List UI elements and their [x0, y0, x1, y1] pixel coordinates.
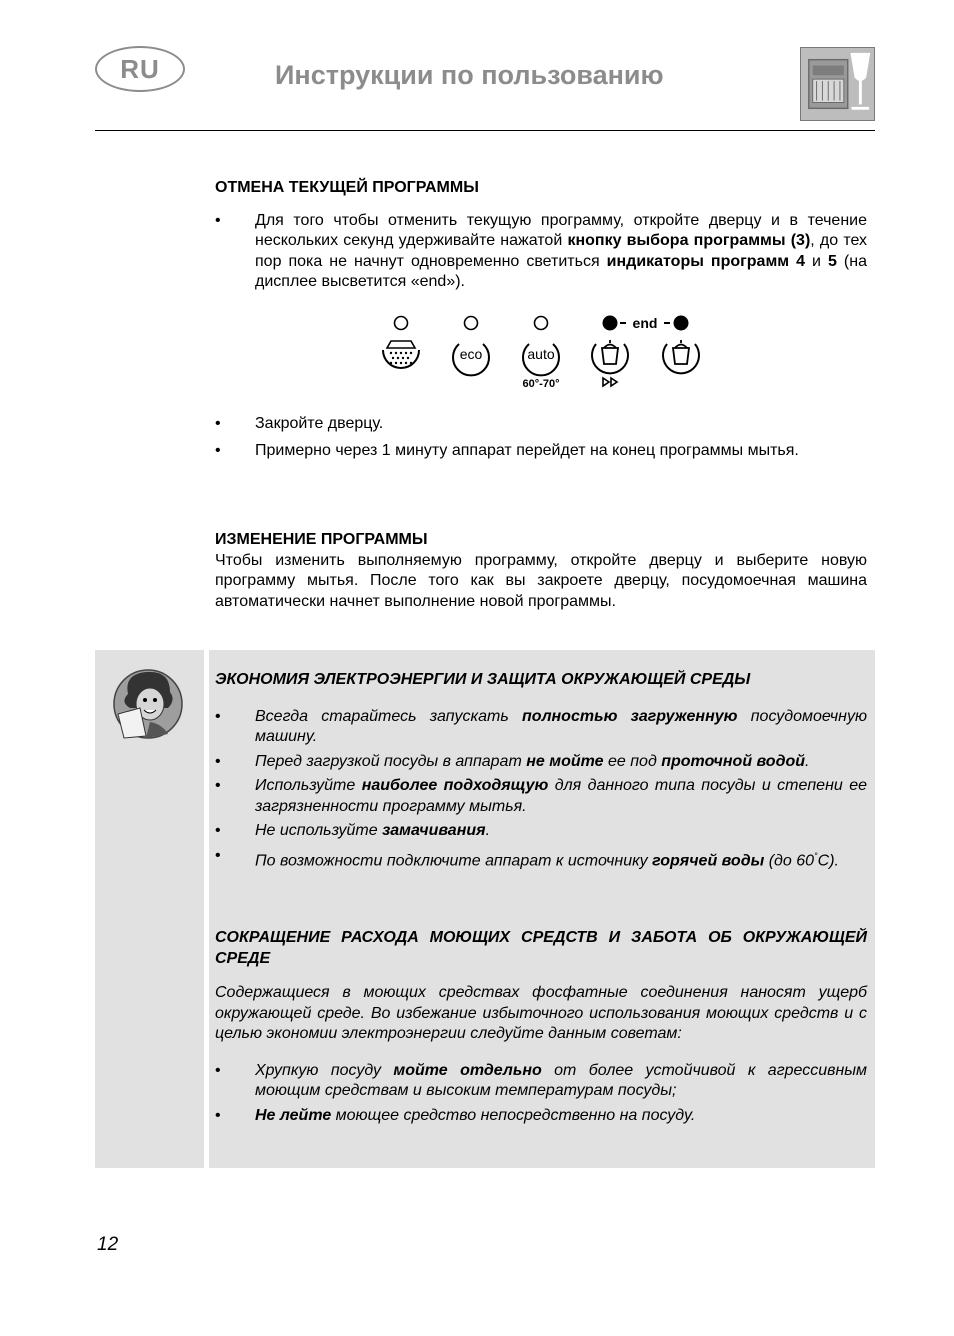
end-label: end: [632, 315, 658, 331]
temp-range-label: 60°-70°: [522, 378, 560, 390]
list-item: • Используйте наиболее подходящую для данного типа посуды и степени ее загрязненности программу мытья.: [215, 777, 867, 815]
indicator-lamp-2: [465, 317, 478, 330]
pot-program-icon: [592, 340, 628, 386]
bullet-icon: •: [215, 1106, 221, 1124]
bullet-icon: •: [215, 752, 221, 770]
bullet-icon: •: [215, 707, 221, 725]
detergent-section: [215, 928, 867, 1130]
page-number: 12: [97, 1234, 119, 1255]
list-item: • Примерно через 1 минуту аппарат перейдет на конец программы мытья.: [215, 439, 867, 462]
list-item: • Не используйте замачивания.: [215, 821, 867, 842]
section-heading: ОТМЕНА ТЕКУЩЕЙ ПРОГРАММЫ: [215, 179, 479, 196]
indicator-lamp-1: [395, 317, 408, 330]
change-section: [215, 530, 867, 612]
program-indicators-figure: [377, 312, 707, 394]
section-heading: ИЗМЕНЕНИЕ ПРОГРАММЫ: [215, 531, 428, 548]
svg-text:eco: eco: [459, 346, 483, 362]
list-item: • Не лейте моющее средство непосредственно на посуду.: [215, 1106, 867, 1127]
bullet-icon: •: [215, 822, 221, 839]
header-divider: [95, 130, 875, 131]
bullet-icon: •: [215, 211, 221, 229]
eco-program-icon: [453, 344, 489, 375]
page-title: Инструкции по пользованию: [275, 60, 664, 90]
bullet-icon: •: [215, 846, 221, 864]
auto-program-icon: [523, 344, 560, 390]
indicator-lamp-3: [535, 317, 548, 330]
list-item: • Хрупкую посуду мойте отдельно от более устойчивой к агрессивным моющим средствам и высоким температурам посуды;: [215, 1061, 868, 1099]
language-badge: RU: [95, 46, 185, 92]
bullet-icon: •: [215, 777, 221, 794]
bullet-icon: •: [215, 1061, 221, 1079]
dishwasher-glass-icon: [800, 47, 875, 121]
bullet-icon: •: [215, 415, 221, 432]
section-heading: ЭКОНОМИЯ ЭЛЕКТРОЭНЕРГИИ И ЗАЩИТА ОКРУЖАЮЩЕЙ СРЕДЫ: [215, 671, 751, 688]
section-text: Чтобы изменить выполняемую программу, откройте дверцу и выберите новую программу мытья. После того как вы закроете дверцу, посудомоечная машина автоматически начнет выполнение новой программы.: [215, 551, 867, 610]
cancel-section: [215, 178, 867, 297]
indicator-lamp-4: [603, 316, 618, 331]
cancel-section-continued: [215, 414, 867, 466]
indicator-lamp-5: [674, 316, 689, 331]
list-item: • Всегда старайтесь запускать полностью загруженную посудомоечную машину.: [215, 707, 868, 745]
mascot-character-icon: [110, 664, 186, 744]
panel-divider: [204, 650, 209, 1168]
svg-text:auto: auto: [527, 346, 555, 362]
pot-intensive-icon: [663, 340, 699, 373]
eco-section: [215, 670, 867, 875]
list-item: • Для того чтобы отменить текущую программу, откройте дверцу и в течение нескольких секунд удерживайте нажатой кнопку выбора программы (3), до тех пор пока не начнут одновременно светиться индикаторы программ 4 и 5 (на дисплее высветится «end»).: [215, 211, 868, 290]
section-heading: СОКРАЩЕНИЕ РАСХОДА МОЮЩИХ СРЕДСТВ И ЗАБОТА ОБ ОКРУЖАЮЩЕЙ СРЕДЕ: [215, 929, 867, 967]
section-text: Содержащиеся в моющих средствах фосфатные соединения наносят ущерб окружающей среде. Во избежание избыточного использования моющих средств и с целью экономии электроэнергии следуйте данным советам:: [215, 984, 867, 1042]
list-item: • По возможности подключите аппарат к источнику горячей воды (до 60°C).: [215, 846, 839, 869]
list-item: • Перед загрузкой посуды в аппарат не мойте ее под проточной водой.: [215, 752, 867, 773]
list-item: • Закройте дверцу.: [215, 414, 867, 435]
prewash-shower-icon: [383, 341, 419, 368]
bullet-icon: •: [215, 441, 221, 459]
